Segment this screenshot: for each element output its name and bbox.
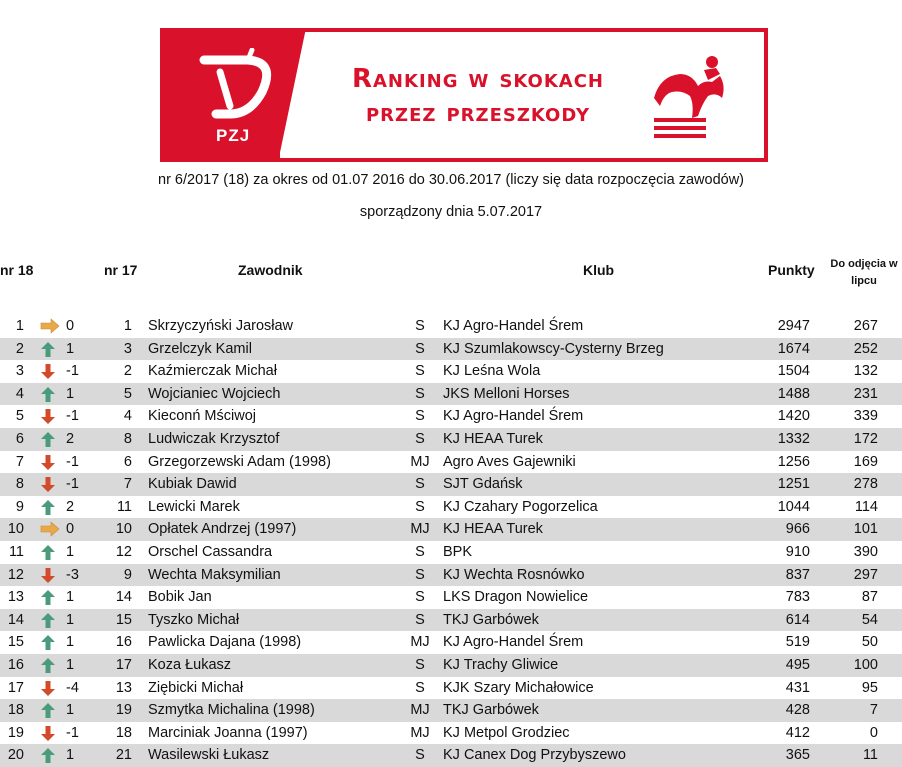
deduct-cell: 172 <box>853 430 878 447</box>
rank-cell: 15 <box>7 634 24 651</box>
category-cell: S <box>415 611 425 628</box>
rider-name-cell: Marciniak Joanna (1997) <box>148 724 308 741</box>
rank-cell: 3 <box>15 363 24 380</box>
rider-name-cell: Kieconń Mściwoj <box>148 408 256 425</box>
points-cell: 431 <box>785 679 810 696</box>
table-row <box>0 451 902 474</box>
change-cell: 2 <box>66 430 75 447</box>
category-cell: S <box>415 476 425 493</box>
prev-rank-cell: 7 <box>123 476 132 493</box>
banner-title-line2: przez przeszkody <box>365 98 591 128</box>
club-cell: BPK <box>443 543 473 560</box>
category-cell: MJ <box>410 521 430 538</box>
points-cell: 1256 <box>777 453 810 470</box>
rider-name-cell: Koza Łukasz <box>148 656 232 673</box>
col-header-deduct-line1: Do odjęcia w <box>830 258 898 270</box>
rank-cell: 11 <box>8 543 24 560</box>
deduct-cell: 100 <box>853 656 878 673</box>
category-cell: S <box>415 498 425 515</box>
report-date: sporządzony dnia 5.07.2017 <box>359 204 543 220</box>
arrow-up-icon <box>40 654 62 677</box>
club-cell: KJ Wechta Rosnówko <box>443 566 585 583</box>
category-cell: S <box>415 679 425 696</box>
prev-rank-cell: 13 <box>115 679 132 696</box>
table-row <box>0 428 902 451</box>
rider-name-cell: Opłatek Andrzej (1997) <box>148 521 297 538</box>
col-header-prev: nr 17 <box>104 262 138 278</box>
prev-rank-cell: 17 <box>115 656 132 673</box>
table-row <box>0 722 902 745</box>
prev-rank-cell: 21 <box>115 747 132 764</box>
table-row <box>0 383 902 406</box>
points-cell: 837 <box>785 566 810 583</box>
rank-cell: 7 <box>15 453 24 470</box>
banner-title <box>298 62 658 130</box>
prev-rank-cell: 19 <box>115 702 132 719</box>
rank-cell: 9 <box>15 498 24 515</box>
arrow-down-icon <box>40 722 62 745</box>
arrow-up-icon <box>40 338 62 361</box>
prev-rank-cell: 14 <box>115 589 132 606</box>
change-cell: 1 <box>66 543 75 560</box>
club-cell: KJK Szary Michałowice <box>443 679 594 696</box>
prev-rank-cell: 4 <box>123 408 132 425</box>
category-cell: S <box>415 430 425 447</box>
rank-cell: 5 <box>15 408 24 425</box>
table-row <box>0 541 902 564</box>
category-cell: MJ <box>410 702 430 719</box>
club-cell: KJ Agro-Handel Śrem <box>443 634 584 651</box>
points-cell: 1420 <box>777 408 810 425</box>
table-row <box>0 315 902 338</box>
rider-name-cell: Tyszko Michał <box>148 611 240 628</box>
banner-title-line1: Ranking w skokach <box>351 64 605 94</box>
deduct-cell: 252 <box>853 340 878 357</box>
table-row <box>0 586 902 609</box>
club-cell: KJ HEAA Turek <box>443 430 543 447</box>
table-row <box>0 654 902 677</box>
change-cell: 1 <box>66 589 75 606</box>
table-row <box>0 405 902 428</box>
rider-name-cell: Ziębicki Michał <box>148 679 244 696</box>
change-cell: 1 <box>66 702 75 719</box>
col-header-deduct-line2: lipcu <box>851 275 877 287</box>
points-cell: 412 <box>785 724 810 741</box>
table-row <box>0 473 902 496</box>
category-cell: S <box>415 543 425 560</box>
rider-name-cell: Grzelczyk Kamil <box>148 340 252 357</box>
change-cell: -1 <box>66 408 79 425</box>
category-cell: S <box>415 318 425 334</box>
arrow-right-icon <box>40 518 62 541</box>
club-cell: KJ Metpol Grodziec <box>443 724 570 741</box>
arrow-up-icon <box>40 496 62 519</box>
rider-name-cell: Wechta Maksymilian <box>148 566 281 583</box>
rank-cell: 14 <box>7 611 24 628</box>
category-cell: S <box>415 656 425 673</box>
table-row <box>0 360 902 383</box>
col-header-deduct <box>826 256 902 290</box>
points-cell: 2947 <box>777 318 810 334</box>
change-cell: 0 <box>66 318 75 334</box>
arrow-down-icon <box>40 405 62 428</box>
change-cell: 1 <box>66 747 75 764</box>
club-cell: Agro Aves Gajewniki <box>443 453 576 470</box>
rank-cell: 12 <box>7 566 24 583</box>
points-cell: 519 <box>785 634 810 651</box>
table-row <box>0 744 902 767</box>
arrow-up-icon <box>40 631 62 654</box>
arrow-up-icon <box>40 541 62 564</box>
rank-cell: 1 <box>15 318 24 334</box>
points-cell: 966 <box>785 521 810 538</box>
change-cell: -3 <box>66 566 79 583</box>
report-subtitle: nr 6/2017 (18) za okres od 01.07 2016 do 30.06.2017 (liczy się data rozpoczęcia zawodów) <box>158 172 744 188</box>
deduct-cell: 95 <box>861 679 878 696</box>
table-row <box>0 518 902 541</box>
deduct-cell: 390 <box>853 543 878 560</box>
prev-rank-cell: 16 <box>115 634 132 651</box>
rank-cell: 6 <box>15 430 24 447</box>
col-header-rank: nr 18 <box>0 262 34 278</box>
rider-name-cell: Szmytka Michalina (1998) <box>148 702 315 719</box>
rank-cell: 2 <box>15 340 24 357</box>
col-header-club: Klub <box>583 262 615 278</box>
change-cell: 1 <box>66 385 75 402</box>
table-row <box>0 564 902 587</box>
change-cell: -1 <box>66 453 79 470</box>
rider-name-cell: Ludwiczak Krzysztof <box>148 430 280 447</box>
arrow-up-icon <box>40 428 62 451</box>
points-cell: 1332 <box>777 430 810 447</box>
change-cell: -4 <box>66 679 79 696</box>
logo-text: PZJ <box>216 126 251 145</box>
prev-rank-cell: 11 <box>116 498 132 515</box>
col-header-name: Zawodnik <box>238 262 303 278</box>
rank-cell: 10 <box>7 521 24 538</box>
deduct-cell: 114 <box>854 498 878 515</box>
club-cell: KJ Czahary Pogorzelica <box>443 498 598 515</box>
arrow-up-icon <box>40 699 62 722</box>
rider-name-cell: Lewicki Marek <box>148 498 240 515</box>
prev-rank-cell: 2 <box>123 363 132 380</box>
club-cell: KJ HEAA Turek <box>443 521 543 538</box>
change-cell: -1 <box>66 476 79 493</box>
prev-rank-cell: 9 <box>123 566 132 583</box>
table-row <box>0 338 902 361</box>
club-cell: KJ Agro-Handel Śrem <box>443 318 584 334</box>
change-cell: -1 <box>66 363 79 380</box>
change-cell: 1 <box>66 656 75 673</box>
rider-name-cell: Pawlicka Dajana (1998) <box>148 634 302 651</box>
deduct-cell: 278 <box>853 476 878 493</box>
points-cell: 614 <box>785 611 810 628</box>
table-row <box>0 699 902 722</box>
deduct-cell: 101 <box>853 521 878 538</box>
club-cell: TKJ Garbówek <box>443 611 539 628</box>
prev-rank-cell: 5 <box>123 385 132 402</box>
arrow-up-icon <box>40 586 62 609</box>
arrow-down-icon <box>40 677 62 700</box>
deduct-cell: 0 <box>869 724 878 741</box>
rank-cell: 20 <box>7 747 24 764</box>
deduct-cell: 54 <box>861 611 878 628</box>
table-row <box>0 496 902 519</box>
points-cell: 365 <box>785 747 810 764</box>
arrow-up-icon <box>40 383 62 406</box>
arrow-down-icon <box>40 564 62 587</box>
prev-rank-cell: 8 <box>123 430 132 447</box>
category-cell: MJ <box>410 634 430 651</box>
arrow-right-icon <box>40 315 62 338</box>
rank-cell: 16 <box>7 656 24 673</box>
change-cell: 1 <box>66 611 75 628</box>
header-banner <box>160 28 768 162</box>
deduct-cell: 87 <box>861 589 878 606</box>
show-jumping-rider-icon <box>646 46 736 142</box>
table-row <box>0 609 902 632</box>
club-cell: TKJ Garbówek <box>443 702 539 719</box>
arrow-down-icon <box>40 473 62 496</box>
points-cell: 783 <box>785 589 810 606</box>
category-cell: MJ <box>410 453 430 470</box>
club-cell: KJ Canex Dog Przybyszewo <box>443 747 626 764</box>
points-cell: 495 <box>785 656 810 673</box>
club-cell: LKS Dragon Nowielice <box>443 589 589 606</box>
points-cell: 1251 <box>777 476 810 493</box>
arrow-down-icon <box>40 360 62 383</box>
rider-name-cell: Skrzyczyński Jarosław <box>148 318 294 334</box>
points-cell: 910 <box>785 543 810 560</box>
category-cell: S <box>415 408 425 425</box>
deduct-cell: 267 <box>853 318 878 334</box>
rider-name-cell: Wasilewski Łukasz <box>148 747 270 764</box>
rank-cell: 18 <box>7 702 24 719</box>
deduct-cell: 11 <box>862 747 878 764</box>
rank-cell: 4 <box>15 385 24 402</box>
category-cell: S <box>415 340 425 357</box>
club-cell: SJT Gdańsk <box>443 476 523 493</box>
change-cell: 0 <box>66 521 75 538</box>
category-cell: S <box>415 385 425 402</box>
rank-cell: 19 <box>7 724 24 741</box>
rider-name-cell: Bobik Jan <box>148 589 212 606</box>
table-row <box>0 677 902 700</box>
deduct-cell: 339 <box>853 408 878 425</box>
arrow-up-icon <box>40 744 62 767</box>
category-cell: S <box>415 589 425 606</box>
pzj-logo-mark-icon <box>190 48 290 128</box>
ranking-table <box>0 315 902 767</box>
deduct-cell: 50 <box>861 634 878 651</box>
rider-name-cell: Wojcianiec Wojciech <box>148 385 281 402</box>
deduct-cell: 7 <box>869 702 878 719</box>
deduct-cell: 169 <box>853 453 878 470</box>
deduct-cell: 132 <box>853 363 878 380</box>
col-header-points: Punkty <box>768 262 815 278</box>
change-cell: 1 <box>66 634 75 651</box>
category-cell: S <box>415 747 425 764</box>
points-cell: 1488 <box>777 385 810 402</box>
prev-rank-cell: 3 <box>123 340 132 357</box>
club-cell: JKS Melloni Horses <box>443 385 570 402</box>
rider-name-cell: Kaźmierczak Michał <box>148 363 277 380</box>
category-cell: S <box>415 566 425 583</box>
club-cell: KJ Trachy Gliwice <box>443 656 559 673</box>
club-cell: KJ Leśna Wola <box>443 363 541 380</box>
prev-rank-cell: 1 <box>123 318 132 334</box>
category-cell: S <box>415 363 425 380</box>
rider-name-cell: Orschel Cassandra <box>148 543 273 560</box>
points-cell: 1674 <box>777 340 810 357</box>
points-cell: 1504 <box>777 363 810 380</box>
rank-cell: 13 <box>7 589 24 606</box>
deduct-cell: 297 <box>853 566 878 583</box>
rank-cell: 17 <box>7 679 24 696</box>
change-cell: 2 <box>66 498 75 515</box>
prev-rank-cell: 15 <box>115 611 132 628</box>
prev-rank-cell: 18 <box>115 724 132 741</box>
rank-cell: 8 <box>15 476 24 493</box>
prev-rank-cell: 10 <box>115 521 132 538</box>
prev-rank-cell: 12 <box>115 543 132 560</box>
category-cell: MJ <box>410 724 430 741</box>
rider-name-cell: Grzegorzewski Adam (1998) <box>148 453 331 470</box>
arrow-down-icon <box>40 451 62 474</box>
arrow-up-icon <box>40 609 62 632</box>
change-cell: -1 <box>66 724 79 741</box>
rider-name-cell: Kubiak Dawid <box>148 476 237 493</box>
change-cell: 1 <box>66 340 75 357</box>
points-cell: 1044 <box>777 498 810 515</box>
club-cell: KJ Agro-Handel Śrem <box>443 408 584 425</box>
points-cell: 428 <box>785 702 810 719</box>
table-row <box>0 631 902 654</box>
prev-rank-cell: 6 <box>123 453 132 470</box>
deduct-cell: 231 <box>853 385 878 402</box>
club-cell: KJ Szumlakowscy-Cysterny Brzeg <box>443 340 664 357</box>
